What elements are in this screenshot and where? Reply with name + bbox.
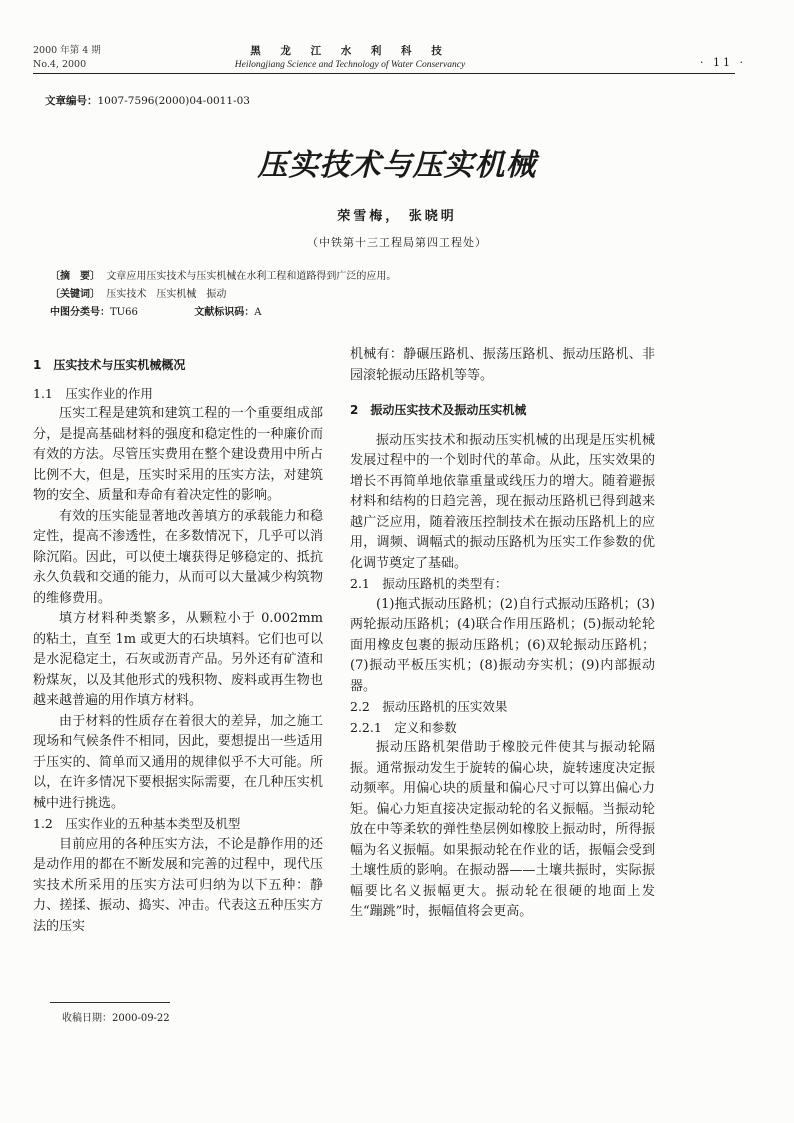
clc-value: TU66 — [110, 307, 138, 318]
journal-title-en: Heilongjiang Science and Technology of Water Conservancy — [234, 60, 466, 70]
abstract — [50, 268, 396, 285]
article-number — [45, 93, 250, 108]
paragraph: 振动压路机架借助于橡胶元件使其与振动轮隔振。通常振动发生于旋转的偏心块，旋转速度决定振动频率。用偏心块的质量和偏心尺寸可以算出偏心力矩。偏心力矩直接决定振动轮的名义振幅。当振动轮放在中等柔软的弹性垫层例如橡胶上振动时，所得振幅为名义振幅。如果振动轮在作业的话，振幅会受到土壤性质的影响。在振动器——土壤共振时，实际振幅要比名义振幅更大。振动轮在很硬的地面上发生“蹦跳”时，振幅值将会更高。 — [350, 740, 655, 919]
journal-title-cn: 黑 龙 江 水 利 科 技 — [250, 45, 450, 57]
section-heading-2-2: 2.2 振动压路机的压实效果 — [350, 699, 508, 714]
issue-year: 2000 年第 4 期 — [33, 45, 101, 56]
classification — [50, 304, 261, 321]
affiliation: （中铁第十三工程局第四工程处） — [307, 236, 487, 249]
paragraph: 振动压实技术和振动压实机械的出现是压实机械发展过程中的一个划时代的革命。从此，压实效果的增长不再简单地依靠重量或线压力的增大。随着避振材料和结构的日趋完善，现在振动压路机已得到越来越广泛应用，随着液压控制技术在振动压路机上的应用，调频、调幅式的振动压路机为压实工作参数的优化调节奠定了基础。 — [350, 432, 655, 571]
article-number-label: 文章编号： — [45, 95, 98, 107]
authors: 荣雪梅， 张晓明 — [337, 209, 457, 224]
section-heading-2: 2 振动压实技术及振动压实机械 — [350, 403, 527, 417]
keywords-text: 压实技术 压实机械 振动 — [106, 289, 227, 300]
left-column — [33, 355, 323, 937]
header-rule — [33, 73, 735, 74]
doc-code-label: 文献标识码： — [194, 307, 255, 318]
right-column — [350, 345, 655, 923]
paragraph: 由于材料的性质存在着很大的差异，加之施工现场和气候条件不相同，因此，要想提出一些适用于压实的、简单而又通用的规律似乎不大可能。所以，在许多情况下要根据实际需要，在几种压实机械中进行挑选。 — [33, 713, 323, 811]
section-heading-1-2: 1.2 压实作业的五种基本类型及机型 — [33, 816, 241, 831]
issue-info — [33, 44, 101, 72]
section-heading-2-2-1: 2.2.1 定义和参数 — [350, 719, 457, 735]
footnote-rule — [50, 1002, 170, 1003]
section-heading-1: 1 压实技术与压实机械概况 — [33, 358, 186, 372]
received-date: 收稿日期：2000-09-22 — [62, 1013, 170, 1024]
paragraph: (1)拖式振动压路机；(2)自行式振动压路机；(3)两轮振动压路机；(4)联合作用压路机；(5)振动轮轮面用橡皮包裹的振动压路机；(6)双轮振动压路机；(7)振动平板压实机；(8)振动夯实机；(9)内部振动器。 — [350, 596, 655, 694]
abstract-text: 文章应用压实技术与压实机械在水利工程和道路得到广泛的应用。 — [106, 271, 397, 282]
paragraph: 有效的压实能显著地改善填方的承载能力和稳定性，提高不渗透性，在多数情况下，几乎可以消除沉陷。因此，可以使土壤获得足够稳定的、抵抗永久负载和交通的能力，从而可以大量减少构筑物的维修费用。 — [33, 508, 323, 606]
paragraph: 填方材料种类繁多，从颗粒小于 0.002mm 的粘土，直至 1m 或更大的石块填料。它们也可以是水泥稳定土，石灰或沥青产品。另外还有矿渣和粉煤灰，以及其他形式的残积物、废料或再生物也越来越普遍的用作填方材料。 — [33, 611, 323, 708]
paragraph: 目前应用的各种压实方法，不论是静作用的还是动作用的都在不断发展和完善的过程中，现代压实技术所采用的压实方法可归纳为以下五种：静力、搓揉、振动、捣实、冲击。代表这五种压实方法的压实 — [33, 836, 323, 934]
section-heading-2-1: 2.1 振动压路机的类型有： — [350, 576, 508, 591]
keywords-label: 〔关键词〕 — [50, 289, 100, 300]
paragraph: 压实工程是建筑和建筑工程的一个重要组成部分，是提高基础材料的强度和稳定性的一种廉价而有效的方法。尽管压实费用在整个建设费用中所占比例不大，但是，压实时采用的压实方法，对建筑物的安全、质量和寿命有着决定性的影响。 — [33, 406, 323, 503]
page-number: · 11 · — [700, 56, 746, 69]
abstract-label: 〔摘 要〕 — [50, 271, 100, 282]
keywords — [50, 286, 226, 303]
article-number-value: 1007-7596(2000)04-0011-03 — [97, 95, 250, 107]
clc-label: 中图分类号： — [50, 307, 110, 318]
issue-number: No.4, 2000 — [33, 59, 87, 70]
doc-code-value: A — [254, 307, 262, 318]
journal-header — [200, 44, 500, 72]
section-heading-1-1: 1.1 压实作业的作用 — [33, 385, 153, 401]
paragraph: 机械有：静碾压路机、振荡压路机、振动压路机、非园滚轮振动压路机等等。 — [350, 347, 655, 383]
article-title: 压实技术与压实机械 — [257, 148, 537, 183]
